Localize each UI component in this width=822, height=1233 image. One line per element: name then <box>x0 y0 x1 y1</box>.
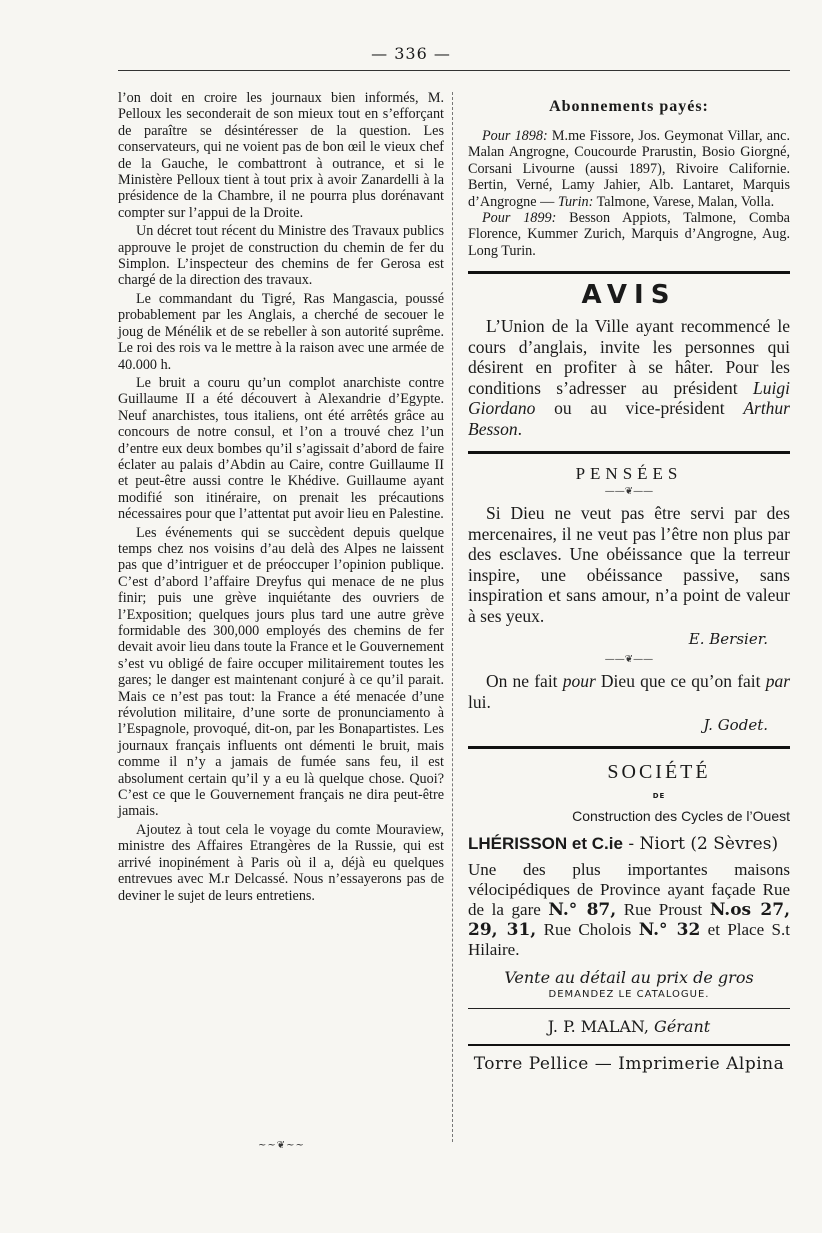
names: Besson Appiots, Talmone, Comba Florence, Kummer Zurich, Marquis d’Angrogne, Aug. Long Turin. <box>468 210 790 259</box>
names: Talmone, Varese, Malan, Volla. <box>593 193 775 210</box>
company-name: LHÉRISSON et C.ie <box>468 834 623 854</box>
avis-text <box>468 316 790 439</box>
abonnements-title: Abonnements payés: <box>549 98 709 115</box>
societe-text <box>468 860 790 960</box>
section-rule <box>468 271 790 274</box>
company-line <box>468 834 790 854</box>
demandez-line: DEMANDEZ LE CATALOGUE. <box>548 989 710 1001</box>
quote-part: lui. <box>468 691 491 712</box>
societe-part: et Place S.t Hilaire. <box>468 920 790 960</box>
quote-godet <box>468 671 790 712</box>
paragraph: l’on doit en croire les journaux bien informés, M. Pelloux les seconderait de son mieux tout en s’efforçant de paraître se désintéresser de la question. Les conservateurs, qui ne voient pas de bon œil le vieux chef de la Gauche, le combattront à outrance, et si le Ministère Pelloux tient à tout prix à avoir Zanardelli à la présidence de la Chambre, il ne pourra plus dorénavant compter sur l’appui de la Droite. <box>118 90 444 221</box>
abonnements-1899 <box>468 210 790 259</box>
societe-part: Une des plus importantes maisons vélocipédiques de Province ayant façade Rue de la gare <box>468 860 790 920</box>
year-label: Pour 1898: <box>482 128 548 144</box>
signature-godet: J. Godet. <box>703 716 768 735</box>
footer-rule <box>468 1044 790 1046</box>
names: M.me Fissore, Jos. Geymonat Villar, anc. Malan Angrogne, Coucourde Prarustin, Bosio Giorgné, Corsani Livourne (aussi 1897), Rivoire Californie. Bertin, Verné, Lamy Jahier, Alb. Lantaret, Marquis d’Angrogne — <box>468 128 790 210</box>
avis-part: . <box>517 418 522 439</box>
address-number: N.° 32 <box>638 920 701 941</box>
quote-emphasis: pour <box>562 671 596 692</box>
paragraph: Un décret tout récent du Ministre des Travaux publics approuve le projet de construction du chemin de fer du Simplon. L’inspecteur des chemins de fer Gerosa est chargé de la direction des travaux. <box>118 223 444 289</box>
quote-part: Dieu que ce qu’on fait <box>595 671 766 692</box>
pensees-text <box>468 671 790 712</box>
quote-emphasis: par <box>765 671 790 692</box>
abonnements-text <box>468 128 790 259</box>
ornament: ——❦—— <box>604 654 654 666</box>
construction-line: Construction des Cycles de l’Ouest <box>572 808 790 825</box>
paragraph: Le bruit a couru qu’un complot anarchiste contre Guillaume II a été découvert à Alexandrie d’Egypte. Neuf anarchistes, tous italiens, ont été arrêtés grâce au concours de notre consul, et l’on a trouvé chez l’un d’entre eux deux bombes qu’il s’agissait d’abord de faire éclater au palais d’Abdin au Caire, contre Guillaume II et peut-être aussi contre le Khédive. Guillaume ayant modifié son itinéraire, on prenait les précautions nécessaires pour que l’attentat put avoir lieu en Palestine. <box>118 374 444 523</box>
left-column <box>118 90 444 904</box>
avis-paragraph <box>468 316 790 439</box>
vice-president-name: Arthur Besson <box>468 398 790 439</box>
paragraph: Les événements qui se succèdent depuis quelque temps chez nos voisins d’au delà des Alpes ne laissent pas que d’intriguer et de préoccuper l’opinion publique. C’est d’abord l’affaire Dreyfus qui menace de ne plus finir; puis une grève inquiétante des ouvriers de l’Exposition; quelques jours plus tard une autre grève formidable des 300,000 employés des chemins de fer devait avoir lieu dans toute la France et le Gouvernement s’est vu obligé de faire occuper militairement toutes les gares; le danger est maintenant conjuré à ce qu’il parait. Mais ce n’est pas tout: la France a été menacée d’une révolution militaire, d’une sorte de pronunciamento à l’Espagnole, provoqué, dit-on, par les Bonapartistes. Les journaux français influents ont démenti le bruit, mais comme il n’y a jamais de fumée sans feu, il est absolument certain qu’il y a eu là quelque chose. Quoi? C’est ce que le Gouvernement français ne dira peut-être jamais. <box>118 524 444 820</box>
pensees-text <box>468 503 790 626</box>
signature-bersier: E. Bersier. <box>688 630 768 649</box>
societe-part: Rue Cholois <box>536 920 639 940</box>
avis-title: AVIS <box>581 280 677 311</box>
end-ornament: ~~❦~~ <box>258 1140 305 1151</box>
quote-bersier: Si Dieu ne veut pas être servi par des mercenaires, il ne veut pas l’être non plus par des esclaves. Une obéissance que la terreur inspire, une obéissance passive, sans inspiration et sans amour, n’a point de valeur à ses yeux. <box>468 503 790 626</box>
address-number: N.os 27, 29, 31, <box>468 900 790 941</box>
quote-part: On ne fait <box>486 671 563 692</box>
header-rule <box>118 70 790 71</box>
paragraph: Le commandant du Tigré, Ras Mangascia, poussé probablement par les Anglais, a cherché de secouer le joug de Ménélik et de se rebeller à son autorité suprême. Le roi des rois va le mettre à la raison avec une armée de 40.000 h. <box>118 290 444 373</box>
pensees-title: PENSÉES <box>575 464 683 484</box>
imprimerie-line: Torre Pellice — Imprimerie Alpina <box>473 1054 785 1075</box>
abonnements-1898 <box>468 128 790 210</box>
societe-part: Rue Proust <box>616 900 710 920</box>
vente-line: Vente au détail au prix de gros <box>504 968 754 988</box>
gerant-role: Gérant <box>648 1017 711 1037</box>
turin-label: Turin: <box>557 193 594 210</box>
company-city: - Niort (2 Sèvres) <box>622 834 779 855</box>
de-word: DE <box>652 792 666 801</box>
avis-part: ou au vice-président <box>535 398 744 419</box>
section-rule <box>468 451 790 454</box>
right-column <box>468 90 790 1074</box>
ornament: ——❦—— <box>604 486 654 498</box>
address-number: N.° 87, <box>548 900 617 921</box>
president-name: Luigi Giordano <box>468 377 790 419</box>
gerant-name: J. P. MALAN, <box>547 1017 649 1037</box>
gerant-line <box>468 1017 790 1036</box>
paragraph: Ajoutez à tout cela le voyage du comte Mouraview, ministre des Affaires Etrangères de la Russie, qui est arrivé inopinément à Paris où il a, déjà eu quelques entrevues avec M.r Delcassé. Nous n’essayerons pas de deviner le sujet de leurs entretiens. <box>118 821 444 904</box>
page-number: — 336 — <box>371 44 451 63</box>
year-label: Pour 1899: <box>482 210 557 227</box>
section-rule <box>468 746 790 749</box>
avis-part: L’Union de la Ville ayant recommencé le cours d’anglais, invite les personnes qui désirent en profiter à se hâter. Pour les conditions s’adresser au président <box>468 316 790 398</box>
footer-rule <box>468 1008 790 1009</box>
societe-title: SOCIÉTÉ <box>607 761 711 784</box>
column-divider <box>452 92 453 1142</box>
